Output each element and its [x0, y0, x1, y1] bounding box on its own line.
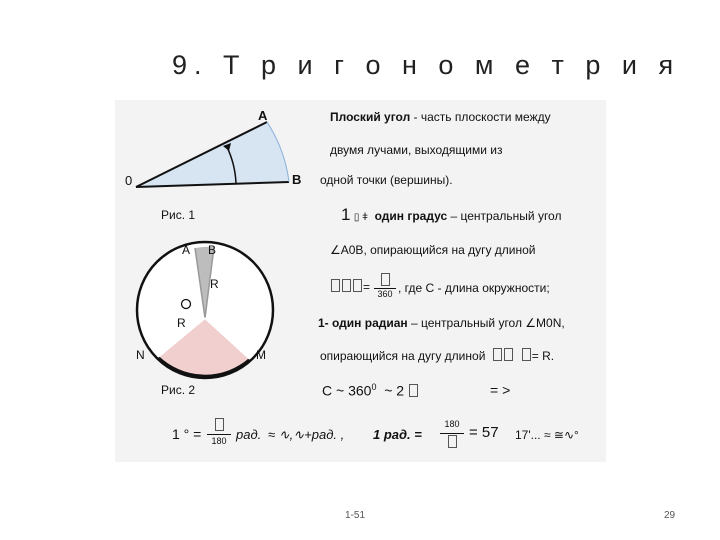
placeholder-glyph: [342, 279, 351, 292]
relation-C: С ~ 360: [322, 382, 372, 399]
formula-2-num: 180: [444, 419, 460, 429]
radian-rest: – центральный угол ∠M0N,: [407, 316, 565, 330]
radian-eq-R: = R.: [531, 349, 555, 363]
radian-line-2: [320, 348, 554, 363]
formula-1-lhs: 1 ° =: [172, 426, 202, 442]
relation-mid: ~ 2: [384, 382, 405, 399]
degree-lead: 1: [341, 205, 351, 224]
center-point: [182, 300, 191, 309]
fig1-label-B: B: [292, 172, 302, 187]
radian-line-1: [318, 316, 565, 330]
arc-frac-den: 360: [377, 289, 393, 299]
def-line-2: двумя лучами, выходящими из: [330, 143, 503, 157]
fig2-caption: Рис. 2: [161, 383, 196, 397]
placeholder-glyph: [215, 418, 224, 431]
def-rest: - часть плоскости между: [410, 110, 551, 124]
fig1-label-0: 0: [125, 173, 133, 188]
formula-2-den: [440, 435, 464, 449]
formula-1-rad: рад.: [236, 427, 262, 442]
fig1-caption: Рис. 1: [161, 208, 196, 222]
def-bold: Плоский угол: [330, 110, 411, 124]
def-line-1: [330, 110, 551, 124]
formula-1-num: [207, 418, 231, 432]
page-number: 29: [664, 510, 676, 521]
fig2-label-N: N: [136, 348, 145, 362]
formula-1-den: 180: [211, 436, 227, 446]
relation-arrow: = >: [490, 382, 511, 398]
formula-1-approx: ≈ ∿,∿+рад. ,: [268, 427, 345, 442]
slide-title: 9. Т р и г о н о м е т р и я: [172, 50, 681, 80]
degree-line-1: [341, 205, 561, 225]
placeholder-glyph: [522, 348, 531, 361]
formula-2-tail: 17'... ≈ ≅∿°: [515, 428, 579, 442]
placeholder-glyph: [448, 435, 457, 448]
fig2-label-A: A: [182, 243, 191, 257]
def-line-3: одной точки (вершины).: [320, 173, 453, 187]
degree-line-2: ∠A0B, опирающийся на дугу длиной: [330, 243, 536, 257]
figure-1-angle: [136, 122, 289, 187]
arc-frac-num: [374, 273, 396, 287]
arc-formula-lhs: =: [330, 279, 370, 294]
placeholder-glyph: [381, 273, 390, 286]
fig2-label-B: B: [208, 243, 217, 257]
formula-1-frac-line: [207, 434, 231, 435]
placeholder-glyph: [409, 384, 418, 397]
placeholder-glyph: [331, 279, 340, 292]
relation-deg-sup: 0: [371, 382, 377, 392]
placeholder-glyph: [353, 279, 362, 292]
formula-2-lhs: 1 рад. =: [373, 427, 422, 442]
placeholder-glyph: [493, 348, 502, 361]
formula-2-frac-line: [440, 433, 464, 434]
degree-symbol-box: ▯ ǂ: [353, 212, 368, 223]
radian-bold: 1- один радиан: [318, 316, 408, 330]
degree-bold: один градус: [374, 209, 448, 223]
relation-line: [322, 382, 419, 399]
angle-sector-fill: [136, 122, 289, 187]
fig2-label-M: M: [256, 348, 266, 362]
placeholder-glyph: [504, 348, 513, 361]
circumference-text: , где С - длина окружности;: [398, 281, 550, 295]
footer-range: 1-51: [345, 510, 366, 521]
fig2-label-R-top: R: [210, 277, 219, 291]
figure-2-circle: [137, 242, 273, 378]
formula-2-rhs: = 57: [469, 424, 499, 441]
degree-rest: – центральный угол: [447, 209, 562, 223]
fig2-label-R-left: R: [177, 316, 186, 330]
radian-line-2-text: опирающийся на дугу длиной: [320, 349, 486, 363]
fig1-label-A: A: [258, 108, 268, 123]
